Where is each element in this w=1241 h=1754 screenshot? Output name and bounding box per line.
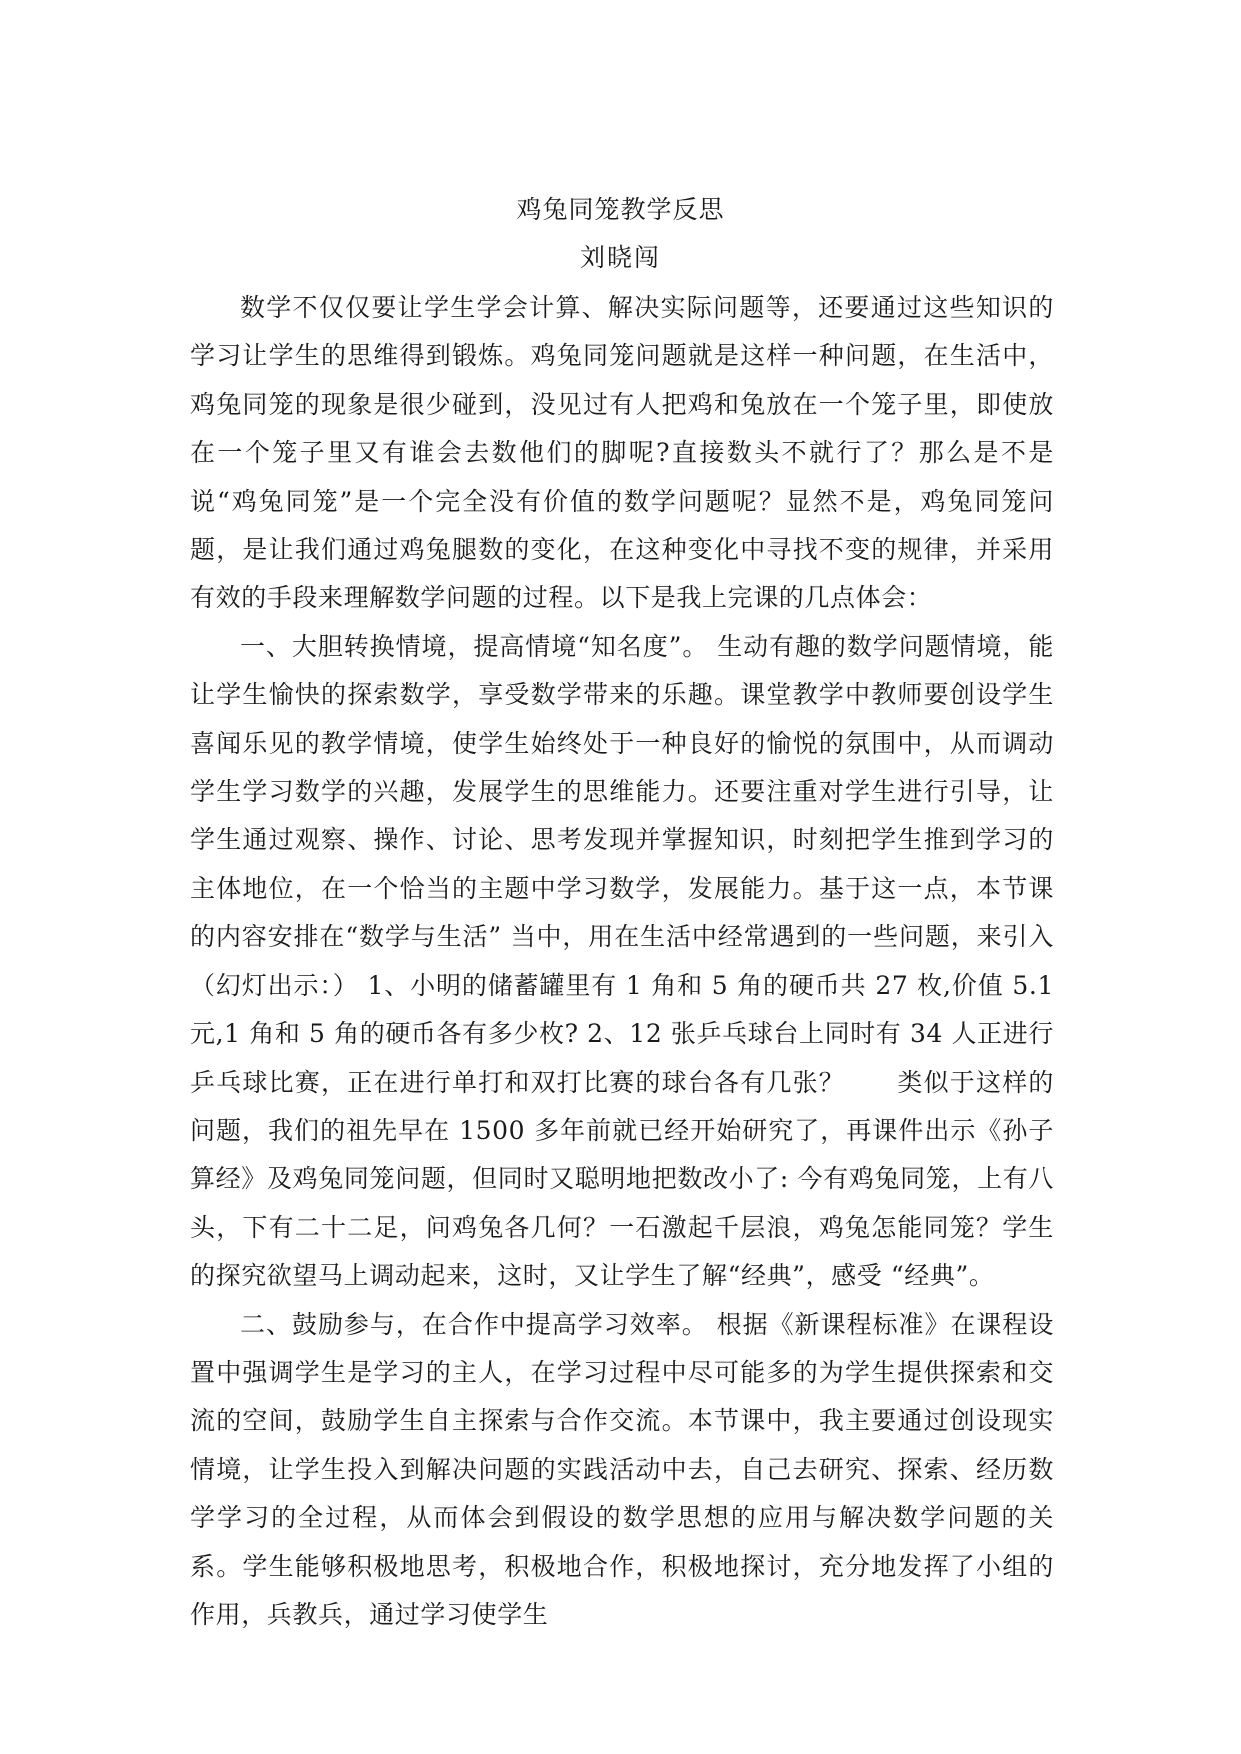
document-body — [190, 284, 1054, 1639]
document-author: 刘晓闯 — [579, 243, 661, 272]
document-title: 鸡兔同笼教学反思 — [516, 195, 725, 224]
paragraph-point-two: 二、鼓励参与，在合作中提高学习效率。 根据《新课程标准》在课程设置中强调学生是学习的主人，在学习过程中尽可能多的为学生提供探索和交流的空间，鼓励学生自主探索与合作交流。本节课中，我主要通过创设现实情境，让学生投入到解决问题的实践活动中去，自己去研究、探索、经历数学学习的全过程，从而体会到假设的数学思想的应用与解决数学问题的关系。学生能够积极地思考，积极地合作，积极地探讨，充分地发挥了小组的作用，兵教兵，通过学习使学生 — [190, 1309, 1054, 1629]
paragraph-point-one: 一、大胆转换情境，提高情境“知名度”。 生动有趣的数学问题情境，能让学生愉快的探索数学，享受数学带来的乐趣。课堂教学中教师要创设学生喜闻乐见的教学情境，使学生始终处于一种良好的愉悦的氛围中，从而调动学生学习数学的兴趣，发展学生的思维能力。还要注重对学生进行引导，让学生通过观察、操作、讨论、思考发现并掌握知识，时刻把学生推到学习的主体地位，在一个恰当的主题中学习数学，发展能力。基于这一点，本节课的内容安排在“数学与生活” 当中，用在生活中经常遇到的一些问题，来引入（幻灯出示：） 1、小明的储蓄罐里有 1 角和 5 角的硬币共 27 枚,价值 5.1 元,1 角和 5 角的硬币各有多少枚? 2、12 张乒乓球台上同时有 34 人正进行乒乓球比赛，正在进行单打和双打比赛的球台各有几张？ 类似于这样的问题，我们的祖先早在 1500 多年前就已经开始研究了，再课件出示《孙子算经》及鸡兔同笼问题，但同时又聪明地把数改小了: 今有鸡兔同笼，上有八头，下有二十二足，问鸡兔各几何？一石激起千层浪，鸡兔怎能同笼？学生的探究欲望马上调动起来，这时，又让学生了解“经典”，感受 “经典”。 — [190, 631, 1054, 1291]
paragraph-intro: 数学不仅仅要让学生学会计算、解决实际问题等，还要通过这些知识的学习让学生的思维得到锻炼。鸡兔同笼问题就是这样一种问题，在生活中，鸡兔同笼的现象是很少碰到，没见过有人把鸡和兔放在一个笼子里，即使放在一个笼子里又有谁会去数他们的脚呢?直接数头不就行了？那么是不是说“鸡兔同笼”是一个完全没有价值的数学问题呢？显然不是，鸡兔同笼问题，是让我们通过鸡兔腿数的变化，在这种变化中寻找不变的规律，并采用有效的手段来理解数学问题的过程。以下是我上完课的几点体会： — [190, 293, 1054, 613]
